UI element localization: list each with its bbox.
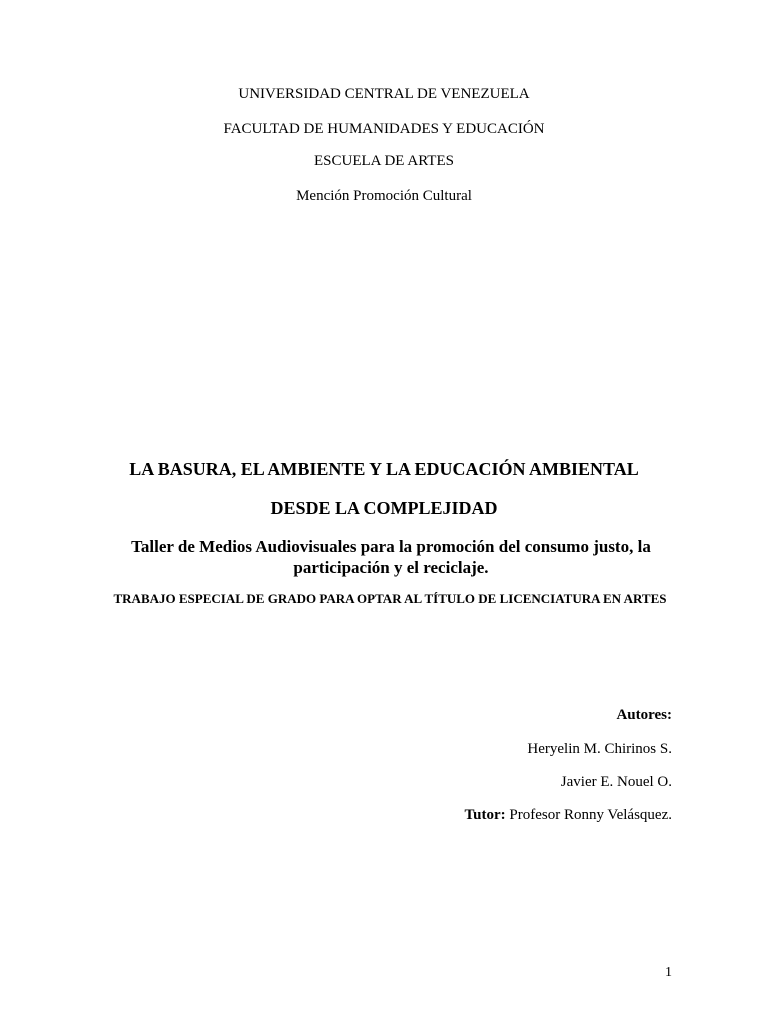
tutor-line [465, 807, 673, 824]
author-2: Javier E. Nouel O. [560, 774, 672, 790]
authors-label: Autores: [616, 707, 672, 723]
university-name: UNIVERSIDAD CENTRAL DE VENEZUELA [238, 86, 530, 102]
author-1: Heryelin M. Chirinos S. [527, 741, 672, 757]
page-number: 1 [665, 965, 672, 980]
tutor-name: Profesor Ronny Velásquez. [509, 807, 672, 823]
degree-statement: TRABAJO ESPECIAL DE GRADO PARA OPTAR AL TÍTULO DE LICENCIATURA EN ARTES [113, 591, 667, 606]
subtitle: Taller de Medios Audiovisuales para la promoción del consumo justo, la participación y el reciclaje. [131, 537, 651, 577]
faculty-name: FACULTAD DE HUMANIDADES Y EDUCACIÓN [223, 121, 545, 137]
school-name: ESCUELA DE ARTES [314, 153, 454, 169]
tutor-label: Tutor: [464, 807, 506, 823]
title-line-1: LA BASURA, EL AMBIENTE Y LA EDUCACIÓN AMBIENTAL [129, 459, 639, 479]
mention-name: Mención Promoción Cultural [296, 188, 472, 204]
title-line-2: DESDE LA COMPLEJIDAD [270, 498, 498, 518]
